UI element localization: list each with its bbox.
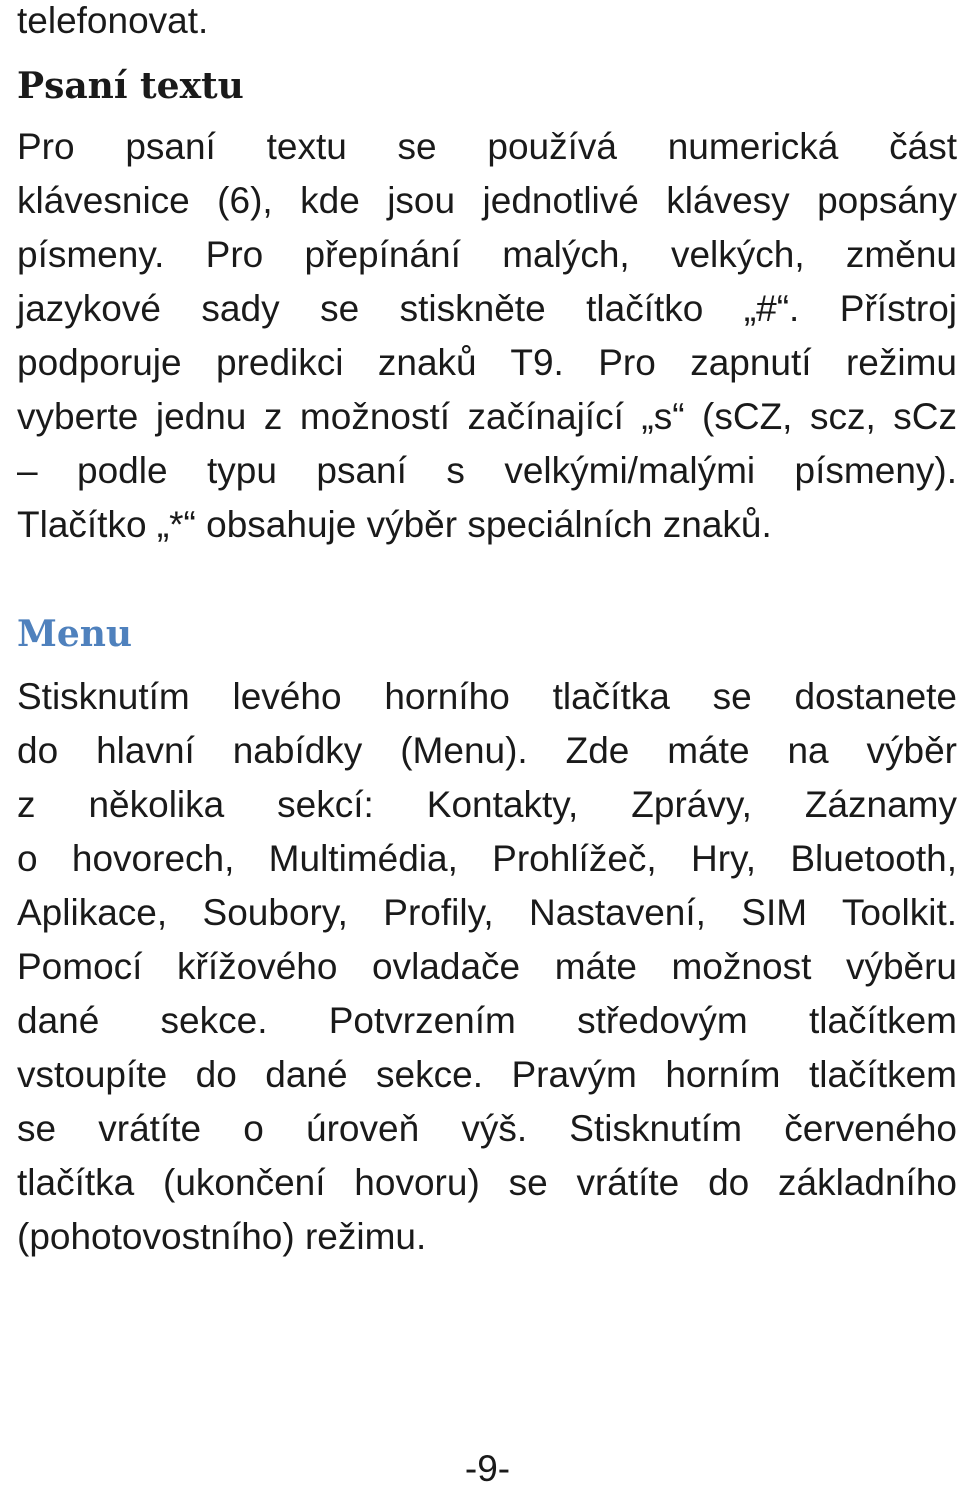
paragraph-line: do hlavní nabídky (Menu). Zde máte na výběr xyxy=(17,730,957,771)
paragraph-line: podporuje predikci znaků T9. Pro zapnutí režimu xyxy=(17,342,957,383)
paragraph-menu xyxy=(17,670,957,1264)
paragraph-line: písmeny. Pro přepínání malých, velkých, změnu xyxy=(17,234,957,275)
paragraph-line: z několika sekcí: Kontakty, Zprávy, Záznamy xyxy=(17,784,957,825)
heading-writing-text: Psaní textu xyxy=(17,65,244,107)
paragraph-line: vyberte jednu z možností začínající „s“ (sCZ, scz, sCz xyxy=(17,396,957,437)
paragraph-line: o hovorech, Multimédia, Prohlížeč, Hry, Bluetooth, xyxy=(17,838,957,879)
continued-text-line: telefonovat. xyxy=(17,0,209,41)
paragraph-line: tlačítka (ukončení hovoru) se vrátíte do základního xyxy=(17,1162,957,1203)
paragraph-line: se vrátíte o úroveň výš. Stisknutím červeného xyxy=(17,1108,957,1149)
paragraph-writing-text xyxy=(17,120,957,552)
paragraph-line: (pohotovostního) režimu. xyxy=(17,1216,427,1257)
paragraph-line: dané sekce. Potvrzením středovým tlačítkem xyxy=(17,1000,957,1041)
paragraph-line: vstoupíte do dané sekce. Pravým horním tlačítkem xyxy=(17,1054,957,1095)
paragraph-line: Tlačítko „*“ obsahuje výběr speciálních znaků. xyxy=(17,504,772,545)
paragraph-line: Pro psaní textu se používá numerická část xyxy=(17,126,957,167)
heading-menu: Menu xyxy=(17,613,133,655)
paragraph-line: Stisknutím levého horního tlačítka se dostanete xyxy=(17,676,957,717)
paragraph-line: Pomocí křížového ovladače máte možnost výběru xyxy=(17,946,957,987)
paragraph-line: jazykové sady se stiskněte tlačítko „#“. Přístroj xyxy=(17,288,957,329)
page-number: -9- xyxy=(464,1448,511,1489)
paragraph-line: – podle typu psaní s velkými/malými písmeny). xyxy=(17,450,957,491)
paragraph-line: klávesnice (6), kde jsou jednotlivé klávesy popsány xyxy=(17,180,957,221)
paragraph-line: Aplikace, Soubory, Profily, Nastavení, SIM Toolkit. xyxy=(17,892,957,933)
